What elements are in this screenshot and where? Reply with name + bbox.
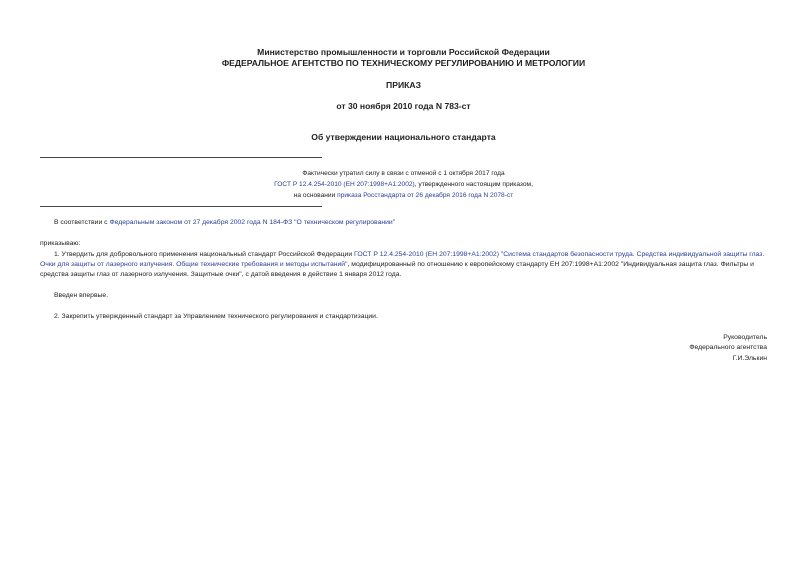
status-note-line1: Фактически утратил силу в связи с отменой с 1 октября 2017 года [302, 170, 505, 177]
status-note-line3 [0, 192, 807, 199]
rosstandart-order-link[interactable]: приказа Росстандарта от 26 декабря 2016 года N 2078-ст [337, 192, 514, 199]
status-note-line2 [0, 181, 807, 188]
gost-standard-link[interactable]: ГОСТ Р 12.4.254-2010 (ЕН 207:1998+А1:2002) "Система стандартов безопасности труда. Средства индивидуальной защиты глаз. Очки для защиты от лазерного излучения. Общие технические требования и методы испытаний" [40, 251, 765, 269]
ministry-heading: Министерство промышленности и торговли Российской Федерации [257, 47, 550, 57]
preamble-text: В соответствии с [54, 219, 110, 226]
gost-link[interactable]: ГОСТ Р 12.4.254-2010 (ЕН 207:1998+А1:2002) [274, 181, 415, 188]
agency-heading: ФЕДЕРАЛЬНОЕ АГЕНТСТВО ПО ТЕХНИЧЕСКОМУ РЕГУЛИРОВАНИЮ И МЕТРОЛОГИИ [221, 58, 586, 68]
signature-name: Г.И.Элькин [732, 355, 767, 362]
signature-title-1: Руководитель [723, 334, 767, 341]
federal-law-link[interactable]: Федеральным законом от 27 декабря 2002 года N 184-ФЗ "О техническом регулировании" [109, 219, 396, 226]
status-note-line3-text: на основании [293, 192, 338, 199]
document-subject: Об утверждении национального стандарта [311, 132, 496, 142]
item-1-tail: , модифицированный по отношению к европейскому стандарту ЕН 207:1998+А1:2002 "Индивидуальная защита глаз. Фильтры и средства защиты глаз от лазерного излучения. Защитные очки", с датой введения в действие 1 января 2012 года. [40, 261, 754, 279]
signature-title-2: Федерального агентства [689, 344, 767, 351]
item-2: 2. Закрепить утвержденный стандарт за Управлением технического регулирования и стандартизации. [54, 313, 378, 320]
date-number: от 30 ноября 2010 года N 783-ст [336, 101, 471, 111]
divider-bottom [40, 206, 322, 207]
item-1-text: 1. Утвердить для добровольного применения национальный стандарт Российской Федерации [54, 251, 355, 258]
divider-top [40, 157, 322, 158]
introduced-note: Введен впервые. [54, 292, 109, 299]
item-1 [40, 250, 772, 281]
preamble [54, 219, 395, 226]
order-word: приказываю: [40, 240, 81, 247]
status-note-line2-text: , утвержденного настоящим приказом, [414, 181, 533, 188]
document-type: ПРИКАЗ [386, 80, 421, 90]
